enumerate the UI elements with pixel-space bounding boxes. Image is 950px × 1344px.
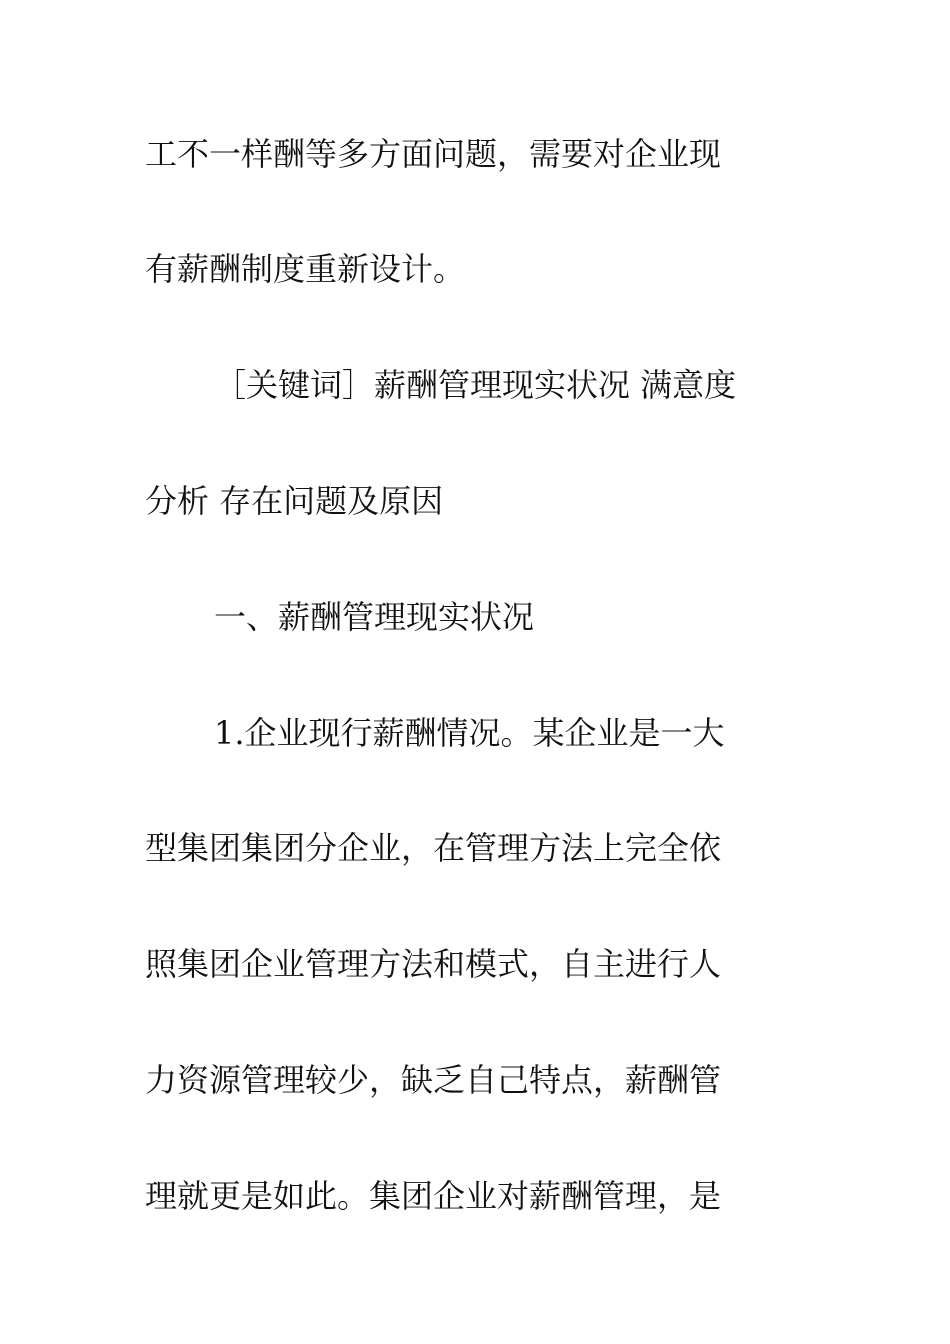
paragraph-line-4: 型集团集团分企业，在管理方法上完全依 [145, 829, 722, 867]
paragraph-line-5: 照集团企业管理方法和模式，自主进行人 [145, 945, 722, 983]
keywords-line-2: 分析 存在问题及原因 [145, 482, 444, 520]
paragraph-line-3: 1.企业现行薪酬情况。某企业是一大 [214, 714, 725, 752]
keywords-line-1: ［关键词］薪酬管理现实状况 满意度 [214, 366, 737, 404]
section-heading: 一、薪酬管理现实状况 [214, 598, 535, 636]
paragraph-line-6: 力资源管理较少，缺乏自己特点，薪酬管 [145, 1061, 722, 1099]
paragraph-line-2: 有薪酬制度重新设计。 [145, 250, 466, 288]
paragraph-line-7: 理就更是如此。集团企业对薪酬管理，是 [145, 1177, 722, 1215]
paragraph-line-1: 工不一样酬等多方面问题，需要对企业现 [145, 135, 722, 173]
